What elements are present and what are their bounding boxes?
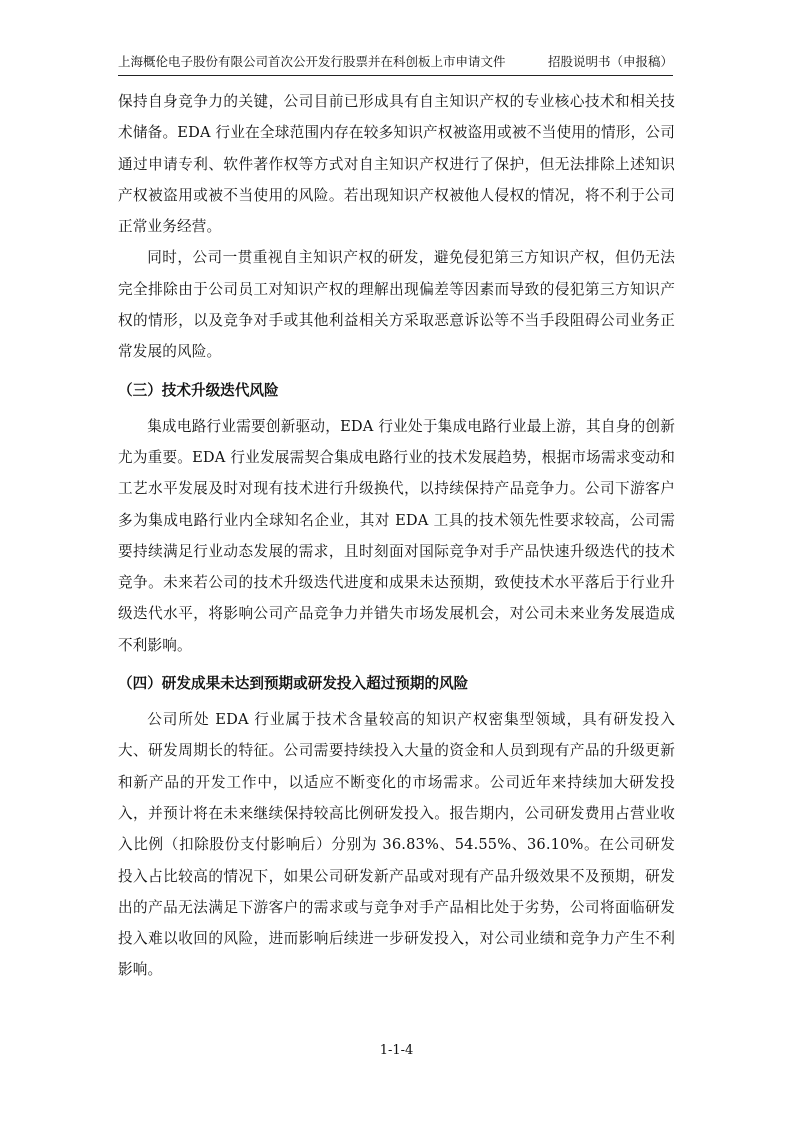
page-number: 1-1-4 [379, 1043, 414, 1058]
header-document-title: 上海概伦电子股份有限公司首次公开发行股票并在科创板上市申请文件 [118, 54, 506, 69]
section-heading-tech-upgrade: （三）技术升级迭代风险 [118, 381, 279, 399]
paragraph-ip-protection: 保持自身竞争力的关键，公司目前已形成具有自主知识产权的专业核心技术和相关技术储备。EDA 行业在全球范围内存在较多知识产权被盗用或被不当使用的情形，公司通过申请专利、软件著作权等方式对自主知识产权进行了保护，但无法排除上述知识产权被盗用或被不当使用的风险。若出现知识产权被他人侵权的情况，将不利于公司正常业务经营。 [118, 93, 675, 236]
section-heading-rd-risk: （四）研发成果未达到预期或研发投入超过预期的风险 [118, 675, 469, 693]
header-document-type: 招股说明书（申报稿） [547, 54, 673, 69]
paragraph-ip-infringement: 同时，公司一贯重视自主知识产权的研发，避免侵犯第三方知识产权，但仍无法完全排除由于公司员工对知识产权的理解出现偏差等因素而导致的侵犯第三方知识产权的情形，以及竞争对手或其他利益相关方采取恶意诉讼等不当手段阻碍公司业务正常发展的风险。 [118, 249, 675, 361]
paragraph-tech-upgrade: 集成电路行业需要创新驱动，EDA 行业处于集成电路行业最上游，其自身的创新尤为重要。EDA 行业发展需契合集成电路行业的技术发展趋势，根据市场需求变动和工艺水平发展及时对现有技术进行升级换代，以持续保持产品竞争力。公司下游客户多为集成电路行业内全球知名企业，其对 EDA 工具的技术领先性要求较高，公司需要持续满足行业动态发展的需求，且时刻面对国际竞争对手产品快速升级迭代的技术竞争。未来若公司的技术升级迭代进度和成果未达预期，致使技术水平落后于行业升级迭代水平，将影响公司产品竞争力并错失市场发展机会，对公司未来业务发展造成不利影响。 [118, 417, 675, 654]
header-divider [118, 75, 673, 76]
page-header [118, 52, 673, 72]
paragraph-rd-risk: 公司所处 EDA 行业属于技术含量较高的知识产权密集型领域，具有研发投入大、研发周期长的特征。公司需要持续投入大量的资金和人员到现有产品的升级更新和新产品的开发工作中，以适应不断变化的市场需求。公司近年来持续加大研发投入，并预计将在未来继续保持较高比例研发投入。报告期内，公司研发费用占营业收入比例（扣除股份支付影响后）分别为 36.83%、54.55%、36.10%。在公司研发投入占比较高的情况下，如果公司研发新产品或对现有产品升级效果不及预期，研发出的产品无法满足下游客户的需求或与竞争对手产品相比处于劣势，公司将面临研发投入难以收回的风险，进而影响后续进一步研发投入，对公司业绩和竞争力产生不利影响。 [118, 711, 675, 979]
page-body [118, 86, 675, 986]
